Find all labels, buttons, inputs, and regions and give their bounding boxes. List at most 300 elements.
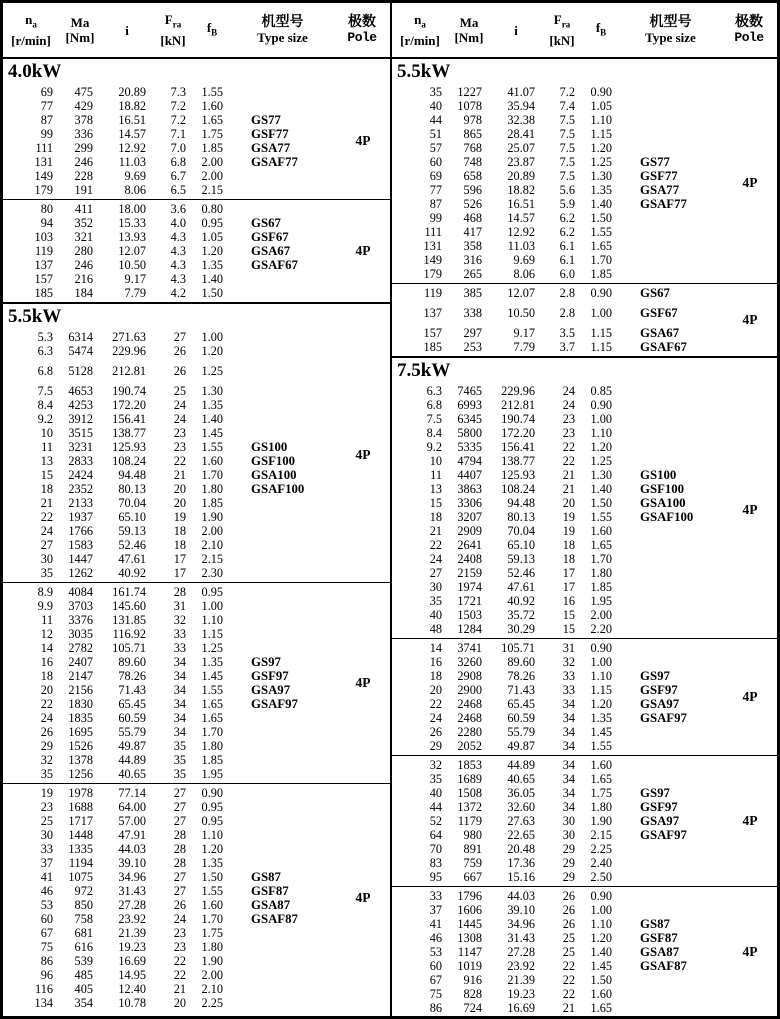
table-row [3,870,336,884]
cell-fra: 4.2 [170,286,186,300]
cell-model [223,767,336,781]
data-group [3,328,390,582]
cell-i: 229.96 [501,384,535,398]
cell-model [223,856,336,870]
cell-na: 179 [423,267,442,281]
cell-ma: 2424 [68,468,93,482]
cell-model [612,725,723,739]
header-cell-fra: $F_{ra}$ [kN] [160,12,186,48]
cell-fb: 1.40 [201,412,223,426]
cell-fra: 26 [173,898,186,912]
section-title: 7.5kW [397,360,451,381]
cell-i: 34.96 [118,870,146,884]
cell-i: 23.87 [507,155,535,169]
cell-i: 108.24 [112,454,146,468]
cell-model: GSAF77 [640,197,687,211]
cell-ma: 316 [463,253,482,267]
cell-fb: 1.45 [590,725,612,739]
cell-ma: 724 [463,1001,482,1015]
cell-i: 78.26 [507,669,535,683]
table-row [3,711,336,725]
column-header [3,3,390,59]
cell-na: 77 [40,99,53,113]
cell-i: 19.23 [118,940,146,954]
cell-ma: 228 [74,169,93,183]
cell-ma: 3912 [68,412,93,426]
cell-model: GSA87 [640,945,680,959]
cell-ma: 1830 [68,697,93,711]
cell-i: 44.89 [118,753,146,767]
cell-na: 20 [40,683,53,697]
cell-fb: 1.35 [201,856,223,870]
table-row [392,306,723,320]
cell-model [223,272,336,286]
table-row [3,216,336,230]
cell-fb: 1.55 [590,510,612,524]
header-cell-i: i [125,22,129,38]
cell-fra: 29 [562,870,575,884]
table-row [392,580,723,594]
cell-fb: 1.10 [590,113,612,127]
cell-i: 23.92 [507,959,535,973]
cell-fb: 2.00 [201,169,223,183]
cell-fb: 1.25 [201,641,223,655]
cell-fra: 17 [173,552,186,566]
table-row [3,856,336,870]
cell-i: 105.71 [501,641,535,655]
cell-fb: 1.20 [201,344,223,358]
cell-ma: 1372 [457,800,482,814]
table-row [392,903,723,917]
table-row [392,683,723,697]
cell-ma: 850 [74,898,93,912]
cell-i: 9.17 [124,272,146,286]
cell-model: GSF87 [251,884,289,898]
header-cell-fb: $f_B$ [595,19,607,38]
cell-ma: 1445 [457,917,482,931]
rows [392,639,723,755]
cell-fb: 1.15 [590,127,612,141]
cell-fra: 34 [562,725,575,739]
cell-na: 24 [429,552,442,566]
cell-fra: 31 [562,641,575,655]
cell-na: 35 [40,566,53,580]
table-row [392,113,723,127]
cell-fra: 27 [173,870,186,884]
cell-i: 229.96 [112,344,146,358]
cell-i: 44.03 [507,889,535,903]
cell-i: 16.69 [507,1001,535,1015]
cell-ma: 3306 [457,496,482,510]
cell-ma: 3515 [68,426,93,440]
cell-model [223,412,336,426]
cell-na: 20 [429,683,442,697]
cell-ma: 352 [74,216,93,230]
table-row [392,468,723,482]
pole-label: 4P [355,675,371,690]
cell-model: GSAF67 [640,340,687,354]
cell-na: 21 [429,524,442,538]
cell-ma: 2641 [457,538,482,552]
cell-fb: 1.50 [590,973,612,987]
cell-na: 75 [40,940,53,954]
cell-na: 69 [40,85,53,99]
cell-ma: 1526 [68,739,93,753]
cell-model [223,510,336,524]
cell-ma: 411 [75,202,93,216]
cell-ma: 1078 [457,99,482,113]
cell-na: 13 [40,454,53,468]
cell-fb: 1.45 [201,669,223,683]
cell-na: 44 [429,800,442,814]
cell-fb: 1.95 [201,767,223,781]
cell-model [223,384,336,398]
table-row [392,669,723,683]
cell-fra: 18 [562,538,575,552]
cell-model [223,524,336,538]
cell-ma: 4084 [68,585,93,599]
cell-model [612,739,723,753]
cell-ma: 246 [74,155,93,169]
cell-fb: 1.85 [201,141,223,155]
cell-fb: 1.85 [201,496,223,510]
cell-na: 12 [40,627,53,641]
cell-fra: 24 [562,384,575,398]
table-row [392,917,723,931]
cell-fra: 26 [562,889,575,903]
cell-fra: 22 [562,440,575,454]
cell-na: 179 [34,183,53,197]
cell-i: 16.51 [118,113,146,127]
header-cell-model: 机型号 Type size [257,15,308,45]
cell-na: 86 [429,1001,442,1015]
table-row [392,889,723,903]
section-title: 5.5kW [8,306,62,327]
cell-na: 11 [41,440,53,454]
pole-label: 4P [742,813,758,828]
cell-na: 57 [429,141,442,155]
cell-model [612,856,723,870]
cell-fb: 1.15 [201,627,223,641]
table-row [3,99,336,113]
header-cell-i: i [514,22,518,38]
cell-fra: 2.8 [559,306,575,320]
cell-model [612,127,723,141]
cell-model: GSAF87 [640,959,687,973]
cell-ma: 3741 [457,641,482,655]
table-row [392,739,723,753]
cell-fb: 1.20 [590,931,612,945]
cell-model [223,641,336,655]
cell-i: 271.63 [112,330,146,344]
header-cell-model: 机型号 Type size [645,15,696,45]
cell-i: 80.13 [118,482,146,496]
cell-model: GSAF100 [251,482,305,496]
cell-fb: 1.70 [590,552,612,566]
cell-fra: 29 [562,856,575,870]
cell-na: 137 [34,258,53,272]
cell-fra: 27 [173,884,186,898]
cell-fb: 1.65 [201,711,223,725]
table-row [3,786,336,800]
data-group [392,283,777,356]
cell-i: 65.45 [118,697,146,711]
cell-fb: 1.85 [590,580,612,594]
cell-model: GS87 [640,917,670,931]
table-row [3,655,336,669]
cell-na: 40 [429,786,442,800]
cell-i: 18.82 [507,183,535,197]
cell-i: 8.06 [513,267,535,281]
table-row [392,155,723,169]
data-group [392,755,777,886]
cell-model [223,364,336,378]
cell-i: 52.46 [118,538,146,552]
table-row [392,127,723,141]
cell-fb: 1.65 [201,697,223,711]
cell-model [223,982,336,996]
cell-fra: 7.5 [559,169,575,183]
table-row [3,940,336,954]
rows [392,83,723,283]
cell-fra: 7.2 [170,99,186,113]
cell-na: 6.8 [426,398,442,412]
table-row [392,842,723,856]
cell-na: 96 [40,968,53,982]
cell-model [223,627,336,641]
cell-fra: 28 [173,828,186,842]
cell-ma: 429 [74,99,93,113]
table-row [392,608,723,622]
cell-model [612,99,723,113]
cell-fb: 1.20 [590,440,612,454]
cell-ma: 3035 [68,627,93,641]
cell-i: 15.16 [507,870,535,884]
cell-i: 30.29 [507,622,535,636]
cell-fra: 19 [173,510,186,524]
table-row [392,641,723,655]
cell-model [612,1001,723,1015]
cell-ma: 2156 [68,683,93,697]
cell-model [223,814,336,828]
cell-na: 18 [40,669,53,683]
cell-fra: 24 [173,912,186,926]
cell-model: GSAF97 [640,828,687,842]
cell-fb: 1.25 [590,155,612,169]
cell-i: 22.65 [507,828,535,842]
cell-i: 59.13 [118,524,146,538]
table-row [392,931,723,945]
cell-fb: 1.65 [590,239,612,253]
table-row [3,585,336,599]
cell-fb: 2.10 [201,538,223,552]
cell-model: GS97 [640,786,670,800]
cell-fra: 6.5 [170,183,186,197]
cell-na: 32 [429,758,442,772]
cell-fra: 7.5 [559,113,575,127]
cell-model [223,496,336,510]
cell-i: 71.43 [507,683,535,697]
cell-fb: 1.45 [590,959,612,973]
cell-i: 49.87 [118,739,146,753]
cell-model [223,926,336,940]
section-5.5kW [3,302,390,1012]
cell-i: 18.82 [118,99,146,113]
cell-i: 7.79 [124,286,146,300]
cell-i: 40.92 [507,594,535,608]
header-cell-ma: Ma [Nm] [454,15,484,45]
cell-model [223,169,336,183]
left-table [3,3,390,1016]
cell-na: 25 [40,814,53,828]
cell-fb: 2.15 [590,828,612,842]
rows [3,200,336,302]
cell-model: GS97 [640,669,670,683]
cell-fra: 34 [562,739,575,753]
table-row [3,482,336,496]
cell-na: 87 [429,197,442,211]
section-7.5kW [392,356,777,1017]
cell-ma: 2147 [68,669,93,683]
cell-na: 80 [40,202,53,216]
table-row [392,552,723,566]
cell-ma: 1503 [457,608,482,622]
cell-fra: 34 [173,697,186,711]
cell-na: 21 [40,496,53,510]
table-row [392,225,723,239]
cell-model [223,954,336,968]
cell-fra: 21 [562,1001,575,1015]
cell-fb: 1.05 [201,230,223,244]
data-group [392,638,777,755]
cell-fra: 23 [562,426,575,440]
cell-fb: 1.00 [590,412,612,426]
cell-na: 11 [41,613,53,627]
cell-ma: 2280 [457,725,482,739]
cell-na: 69 [429,169,442,183]
cell-na: 149 [34,169,53,183]
cell-i: 35.94 [507,99,535,113]
cell-fra: 22 [173,968,186,982]
cell-na: 46 [429,931,442,945]
cell-na: 13 [429,482,442,496]
table-row [392,239,723,253]
cell-ma: 2408 [457,552,482,566]
cell-i: 11.03 [507,239,535,253]
cell-na: 99 [40,127,53,141]
cell-na: 137 [423,306,442,320]
cell-fb: 1.60 [201,99,223,113]
cell-model: GSF97 [640,800,678,814]
cell-model [612,412,723,426]
cell-i: 18.00 [118,202,146,216]
cell-i: 27.28 [118,898,146,912]
cell-fb: 1.55 [201,85,223,99]
cell-model [223,599,336,613]
cell-ma: 980 [463,828,482,842]
cell-ma: 1978 [68,786,93,800]
cell-ma: 1378 [68,753,93,767]
cell-fb: 1.60 [590,987,612,1001]
cell-model: GS97 [251,655,281,669]
cell-model [612,758,723,772]
cell-model [612,772,723,786]
rows [392,382,723,638]
data-group [392,382,777,638]
table-row [3,753,336,767]
cell-na: 30 [429,580,442,594]
cell-ma: 1766 [68,524,93,538]
cell-i: 116.92 [112,627,146,641]
cell-ma: 1583 [68,538,93,552]
cell-na: 18 [429,510,442,524]
cell-i: 55.79 [507,725,535,739]
cell-fb: 1.10 [590,669,612,683]
cell-fra: 3.5 [559,326,575,340]
cell-model [612,267,723,281]
cell-ma: 475 [74,85,93,99]
cell-fb: 1.15 [590,340,612,354]
cell-ma: 1721 [457,594,482,608]
cell-na: 70 [429,842,442,856]
cell-model [612,655,723,669]
cell-na: 6.3 [426,384,442,398]
cell-i: 55.79 [118,725,146,739]
cell-ma: 916 [463,973,482,987]
cell-na: 40 [429,608,442,622]
cell-fra: 34 [173,669,186,683]
cell-fb: 1.30 [590,468,612,482]
table-row [3,613,336,627]
cell-na: 35 [429,85,442,99]
cell-na: 26 [429,725,442,739]
cell-i: 11.03 [118,155,146,169]
cell-i: 27.28 [507,945,535,959]
cell-na: 60 [429,155,442,169]
cell-model [223,426,336,440]
cell-model: GSF77 [251,127,289,141]
cell-fb: 2.15 [201,552,223,566]
cell-fra: 26 [562,917,575,931]
data-group [3,582,390,783]
cell-model [612,870,723,884]
cell-fra: 33 [173,627,186,641]
cell-fra: 6.0 [559,267,575,281]
cell-ma: 526 [463,197,482,211]
cell-fb: 2.15 [201,183,223,197]
cell-ma: 1689 [457,772,482,786]
cell-ma: 4253 [68,398,93,412]
cell-fb: 1.65 [590,538,612,552]
cell-na: 44 [429,113,442,127]
cell-fb: 1.60 [201,898,223,912]
cell-model [223,202,336,216]
cell-ma: 5474 [68,344,93,358]
pole-label: 4P [742,944,758,959]
cell-ma: 1447 [68,552,93,566]
cell-na: 16 [429,655,442,669]
table-row [392,510,723,524]
cell-fra: 7.2 [170,113,186,127]
table-row [392,786,723,800]
cell-fb: 1.70 [201,468,223,482]
cell-i: 190.74 [112,384,146,398]
cell-model [223,842,336,856]
cell-fra: 28 [173,585,186,599]
cell-fb: 1.70 [590,253,612,267]
table-row [3,344,336,358]
table-row [392,945,723,959]
